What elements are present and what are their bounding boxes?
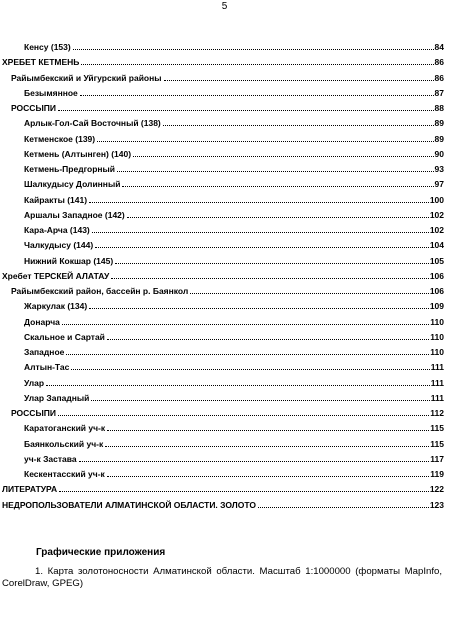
toc-dot-leader bbox=[59, 491, 429, 492]
toc-dot-leader bbox=[58, 415, 429, 416]
toc-dot-leader bbox=[66, 354, 429, 355]
toc-entry bbox=[24, 421, 444, 433]
toc-dot-leader bbox=[81, 64, 433, 65]
toc-entry-title: Хребет ТЕРСКЕЙ АЛАТАУ bbox=[2, 270, 110, 281]
toc-entry bbox=[24, 315, 444, 327]
toc-entry-page: 112 bbox=[430, 408, 444, 418]
toc-entry bbox=[2, 482, 444, 494]
toc-entry bbox=[24, 238, 444, 250]
toc-entry-title: уч-к Застава bbox=[24, 453, 77, 464]
toc-dot-leader bbox=[115, 263, 429, 264]
toc-dot-leader bbox=[89, 202, 429, 203]
toc-entry-page: 86 bbox=[434, 57, 444, 68]
toc-entry bbox=[24, 437, 444, 449]
toc-dot-leader bbox=[127, 217, 429, 218]
toc-dot-leader bbox=[190, 293, 429, 294]
toc-dot-leader bbox=[91, 400, 429, 401]
toc-dot-leader bbox=[105, 446, 429, 447]
toc-entry-page: 122 bbox=[429, 484, 444, 495]
toc-entry-title: ХРЕБЕТ КЕТМЕНЬ bbox=[2, 57, 80, 68]
toc-entry-page: 100 bbox=[429, 194, 444, 205]
toc-entry-page: 89 bbox=[434, 133, 444, 144]
toc-entry-title: Каратоганский уч-к bbox=[24, 423, 106, 434]
toc-entry-title: Кара-Арча (143) bbox=[24, 225, 90, 235]
toc-entry bbox=[11, 406, 444, 418]
toc-dot-leader bbox=[62, 324, 429, 325]
toc-entry-title: Безымянное bbox=[24, 87, 78, 98]
toc-entry bbox=[24, 376, 444, 388]
toc-dot-leader bbox=[80, 95, 434, 96]
toc-entry-page: 123 bbox=[429, 499, 444, 510]
toc-entry-page: 106 bbox=[429, 270, 444, 281]
toc-entry-page: 90 bbox=[434, 148, 444, 159]
toc-entry bbox=[24, 452, 444, 464]
toc-entry-title: Райымбекский и Уйгурский районы bbox=[11, 72, 162, 83]
toc-entry-page: 110 bbox=[430, 331, 444, 342]
toc-entry-title: Жаркулак (134) bbox=[24, 301, 88, 312]
toc-entry-title: Баянкольский уч-к bbox=[24, 438, 104, 449]
toc-entry-page: 109 bbox=[429, 301, 444, 312]
toc-entry-page: 117 bbox=[430, 453, 444, 464]
toc-entry-title: РОССЫПИ bbox=[11, 103, 56, 113]
toc-entry bbox=[24, 467, 444, 479]
toc-entry-page: 104 bbox=[429, 240, 444, 251]
toc-entry-page: 111 bbox=[430, 362, 444, 373]
toc-entry-title: Кетмень-Предгорный bbox=[24, 164, 116, 174]
toc-entry bbox=[24, 299, 444, 311]
toc-entry-title: НЕДРОПОЛЬЗОВАТЕЛИ АЛМАТИНСКОЙ ОБЛАСТИ. ЗОЛОТО bbox=[2, 499, 256, 510]
toc-entry bbox=[11, 71, 444, 83]
toc-dot-leader bbox=[71, 369, 429, 370]
toc-entry-page: 87 bbox=[434, 87, 444, 98]
toc-entry bbox=[11, 101, 444, 113]
toc-entry-page: 102 bbox=[429, 225, 444, 235]
toc-entry-title: РОССЫПИ bbox=[11, 408, 56, 418]
toc-dot-leader bbox=[133, 156, 433, 157]
toc-entry-title: Кетменское (139) bbox=[24, 133, 96, 144]
toc-dot-leader bbox=[97, 141, 433, 142]
toc-entry-title: Алтын-Тас bbox=[24, 362, 70, 373]
toc-entry-title: Улар bbox=[24, 377, 45, 388]
toc-dot-leader bbox=[122, 186, 433, 187]
toc-entry-page: 89 bbox=[434, 118, 444, 129]
toc-entry-page: 115 bbox=[430, 423, 444, 434]
toc-entry-title: ЛИТЕРАТУРА bbox=[2, 484, 58, 495]
toc-entry-page: 111 bbox=[430, 392, 444, 403]
toc-dot-leader bbox=[258, 507, 429, 508]
toc-entry-page: 115 bbox=[430, 438, 444, 449]
toc-entry bbox=[24, 40, 444, 52]
toc-entry-page: 110 bbox=[430, 316, 444, 327]
toc-entry-page: 84 bbox=[434, 42, 444, 52]
toc-entry-title: Кенсу (153) bbox=[24, 42, 71, 52]
toc-dot-leader bbox=[89, 308, 429, 309]
toc-dot-leader bbox=[107, 339, 429, 340]
toc-dot-leader bbox=[163, 125, 434, 126]
toc-entry-title: Западное bbox=[24, 347, 65, 357]
toc-dot-leader bbox=[79, 461, 430, 462]
toc-dot-leader bbox=[117, 171, 434, 172]
appendix-heading: Графические приложения bbox=[36, 547, 166, 558]
toc-entry-title: Чалкудысу (144) bbox=[24, 240, 94, 251]
toc-dot-leader bbox=[111, 278, 428, 279]
toc-entry-page: 106 bbox=[429, 286, 444, 296]
toc-entry-page: 102 bbox=[429, 209, 444, 220]
toc-entry bbox=[24, 223, 444, 235]
toc-entry bbox=[2, 55, 444, 67]
toc-entry bbox=[24, 116, 444, 128]
toc-entry-page: 110 bbox=[430, 347, 444, 357]
toc-dot-leader bbox=[107, 476, 429, 477]
toc-entry-page: 86 bbox=[434, 72, 444, 83]
toc-entry bbox=[2, 498, 444, 510]
toc-entry-page: 93 bbox=[434, 164, 444, 174]
toc-entry bbox=[11, 284, 444, 296]
toc-dot-leader bbox=[58, 110, 434, 111]
toc-entry bbox=[24, 177, 444, 189]
toc-entry-page: 105 bbox=[429, 255, 444, 266]
toc-entry-page: 97 bbox=[434, 179, 444, 190]
toc-entry-title: Аршалы Западное (142) bbox=[24, 209, 125, 220]
toc-dot-leader bbox=[107, 430, 429, 431]
toc-dot-leader bbox=[92, 232, 429, 233]
toc-dot-leader bbox=[46, 385, 430, 386]
toc-entry-title: Скальное и Сартай bbox=[24, 331, 105, 342]
toc-entry-title: Шалкудысу Долинный bbox=[24, 179, 121, 190]
toc-dot-leader bbox=[164, 80, 434, 81]
toc-entry bbox=[24, 360, 444, 372]
toc-entry bbox=[24, 254, 444, 266]
toc-entry bbox=[24, 193, 444, 205]
toc-entry bbox=[24, 208, 444, 220]
appendix-item bbox=[2, 566, 442, 590]
toc-dot-leader bbox=[73, 49, 434, 50]
appendix-item-text: 1. Карта золотоносности Алматинской области. Масштаб 1:1000000 (форматы MapInfo, CorelDraw, GPEG) bbox=[2, 566, 442, 589]
toc-entry bbox=[24, 162, 444, 174]
toc-entry-page: 111 bbox=[430, 377, 444, 388]
toc-entry bbox=[24, 345, 444, 357]
toc-entry-title: Кайракты (141) bbox=[24, 194, 88, 205]
toc-entry bbox=[24, 391, 444, 403]
toc-entry-title: Улар Западный bbox=[24, 392, 90, 403]
toc-entry bbox=[24, 330, 444, 342]
toc-entry-title: Нижний Кокшар (145) bbox=[24, 255, 114, 266]
toc-dot-leader bbox=[95, 247, 429, 248]
page-number: 5 bbox=[221, 1, 228, 12]
toc-entry-title: Кескентасский уч-к bbox=[24, 469, 105, 479]
toc-entry-title: Донарча bbox=[24, 316, 60, 327]
toc-entry bbox=[2, 269, 444, 281]
toc-entry bbox=[24, 147, 444, 159]
toc-entry-page: 119 bbox=[430, 469, 444, 479]
toc-entry bbox=[24, 132, 444, 144]
toc-entry-page: 88 bbox=[434, 103, 444, 113]
toc-entry-title: Кетмень (Алтынген) (140) bbox=[24, 148, 132, 159]
toc-entry bbox=[24, 86, 444, 98]
toc-entry-title: Райымбекский район, бассейн р. Баянкол bbox=[11, 286, 189, 296]
toc-entry-title: Арлык-Гол-Сай Восточный (138) bbox=[24, 118, 161, 129]
